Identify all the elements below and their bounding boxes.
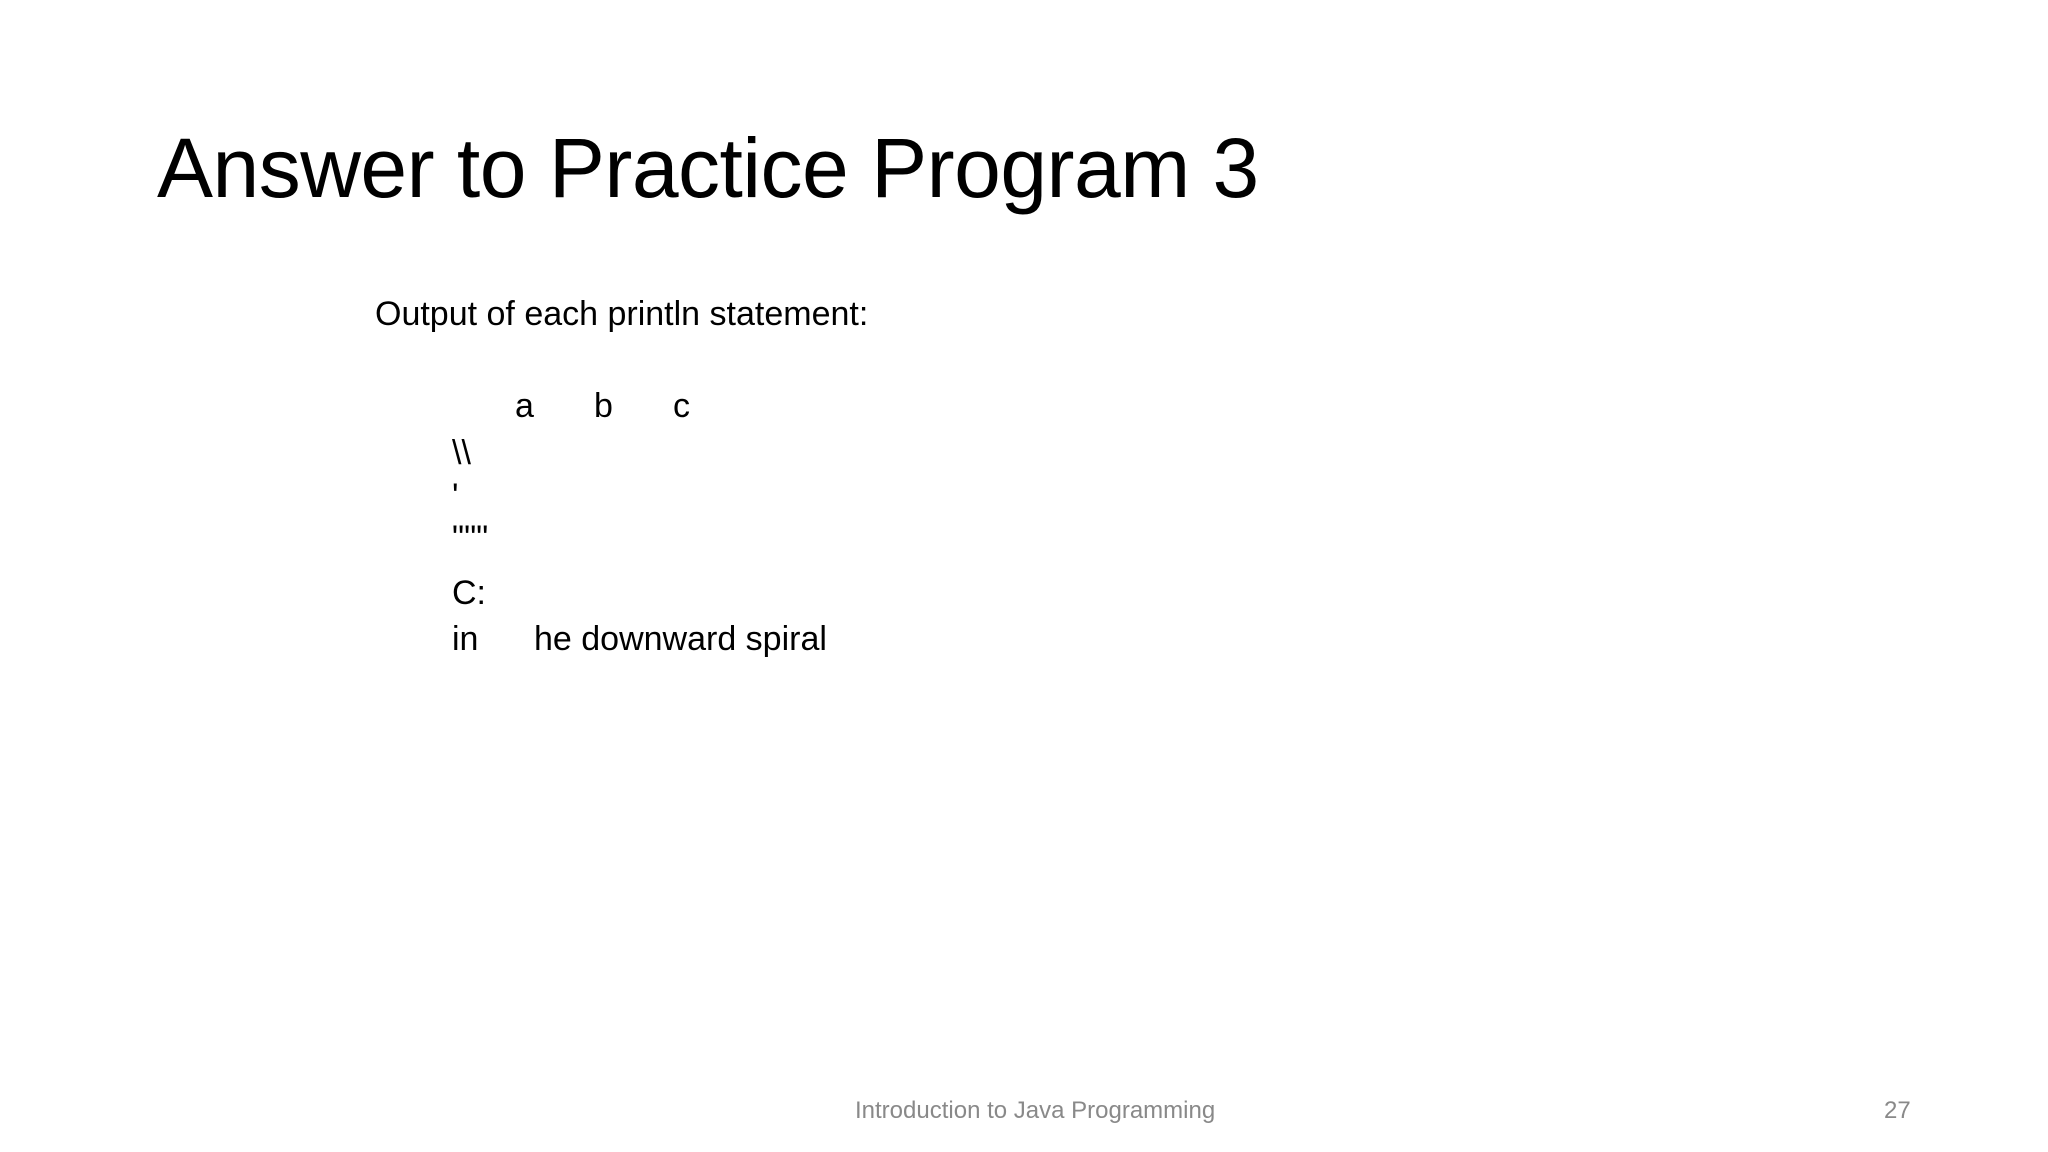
slide-title: Answer to Practice Program 3 [157, 121, 1259, 215]
intro-text: Output of each println statement: [375, 295, 869, 333]
output-token-b: b [594, 387, 613, 425]
footer-text: Introduction to Java Programming [855, 1097, 1216, 1124]
output-line-quotes: """ [452, 519, 489, 557]
output-line-backslashes: \\ [452, 434, 471, 472]
output-token-in: in [452, 620, 479, 658]
output-token-rest: he downward spiral [534, 620, 827, 658]
output-line-apostrophe: ' [452, 477, 459, 515]
output-line-drive: C: [452, 574, 486, 612]
page-number: 27 [1884, 1097, 1911, 1124]
output-token-a: a [515, 387, 534, 425]
output-token-c: c [673, 387, 690, 425]
